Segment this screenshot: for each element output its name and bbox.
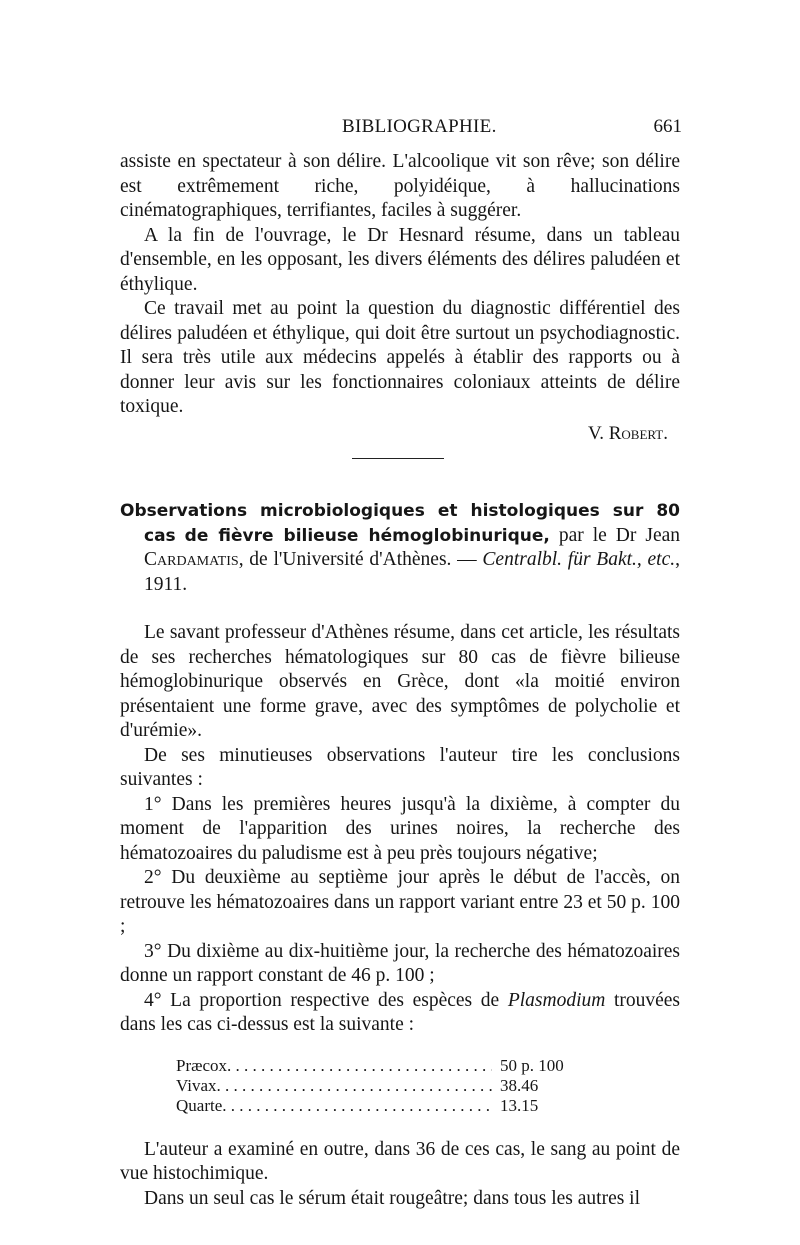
article-paragraph: Dans un seul cas le sérum était rougeâtre; dans tous les autres il <box>144 1187 641 1209</box>
conclusion-item: 3° Du dixième au dix-huitième jour, la recherche des hématozoaires donne un rapport constant de 46 p. 100 ; <box>120 940 680 986</box>
page <box>120 110 680 1211</box>
species-value: 50 p. 100 <box>500 1055 564 1075</box>
species-value: 38.46 <box>500 1075 539 1095</box>
species-label: Præcox <box>176 1055 227 1075</box>
article-paragraph: De ses minutieuses observations l'auteur tire les conclusions suivantes : <box>120 744 680 790</box>
species-label: Quarte <box>176 1095 223 1115</box>
conclusion4-suffix: trouvées dans les cas ci-dessus est la suivante : <box>120 989 680 1035</box>
review-paragraph: Ce travail met au point la question du diagnostic différentiel des délires paludéen et éthylique, qui doit être surtout un psychodiagnostic. Il sera très utile aux médecins appelés à établir des rapports ou à donner leur avis sur les fonctionnaires coloniaux atteints de délire toxique. <box>120 298 680 417</box>
section-divider <box>352 458 444 459</box>
leader-dots <box>217 1076 492 1096</box>
title-year: , 1911. <box>144 549 680 595</box>
article-title <box>120 499 680 597</box>
conclusion4-prefix: 4° La proportion respective des espèces de <box>144 989 508 1011</box>
conclusion-item: 2° Du deuxième au septième jour après le début de l'accès, on retrouve les hématozoaires dans un rapport variant entre 23 et 50 p. 100 ; <box>120 867 680 937</box>
title-bold-line-1: Observations microbiologiques et histologiques sur 80 cas <box>120 501 680 546</box>
review-paragraph: A la fin de l'ouvrage, le Dr Hesnard résume, dans un tableau d'ensemble, en les opposant, les divers éléments des délires paludéen et éthylique. <box>120 224 680 295</box>
review-paragraph: assiste en spectateur à son délire. L'alcoolique vit son rêve; son délire est extrêmement riche, polyidéique, à hallucinations cinématographiques, terrifiantes, faciles à suggérer. <box>120 151 680 221</box>
species-value: 13.15 <box>500 1095 539 1115</box>
article-paragraph: L'auteur a examiné en outre, dans 36 de ces cas, le sang au point de vue histochimique. <box>120 1138 680 1184</box>
species-row <box>176 1076 596 1096</box>
species-row <box>176 1096 596 1116</box>
species-table <box>176 1056 596 1116</box>
title-affiliation: , de l'Université d'Athènes. — <box>238 549 483 570</box>
review-signature: V. Robert. <box>587 422 668 444</box>
title-source: Centralbl. für Bakt., etc. <box>482 549 676 570</box>
running-title: BIBLIOGRAPHIE. <box>342 116 497 137</box>
article-paragraph: Le savant professeur d'Athènes résume, dans cet article, les résultats de ses recherches hématologiques sur 80 cas de fièvre bilieuse hémoglobinurique observés en Grèce, dont «la moitié environ présentaient une forme grave, avec des symptômes de polycholie et d'urémie». <box>120 622 680 741</box>
title-author-prefix: par le Dr Jean <box>549 524 681 546</box>
leader-dots <box>222 1096 492 1116</box>
leader-dots <box>227 1056 492 1076</box>
species-row <box>176 1056 596 1076</box>
species-label: Vivax <box>176 1075 217 1095</box>
review-hesnard <box>120 150 680 446</box>
conclusion-item <box>120 989 680 1038</box>
article-body <box>120 621 680 1211</box>
conclusion4-species: Plasmodium <box>507 989 606 1011</box>
page-header <box>120 110 680 150</box>
title-author: Cardamatis <box>144 549 239 570</box>
page-number: 661 <box>653 116 682 137</box>
title-bold-line-2: de fièvre bilieuse hémoglobinurique, <box>184 525 550 546</box>
conclusion-item: 1° Dans les premières heures jusqu'à la dixième, à compter du moment de l'apparition des urines noires, la recherche des hématozoaires du paludisme est à peu près toujours négative; <box>120 793 680 864</box>
